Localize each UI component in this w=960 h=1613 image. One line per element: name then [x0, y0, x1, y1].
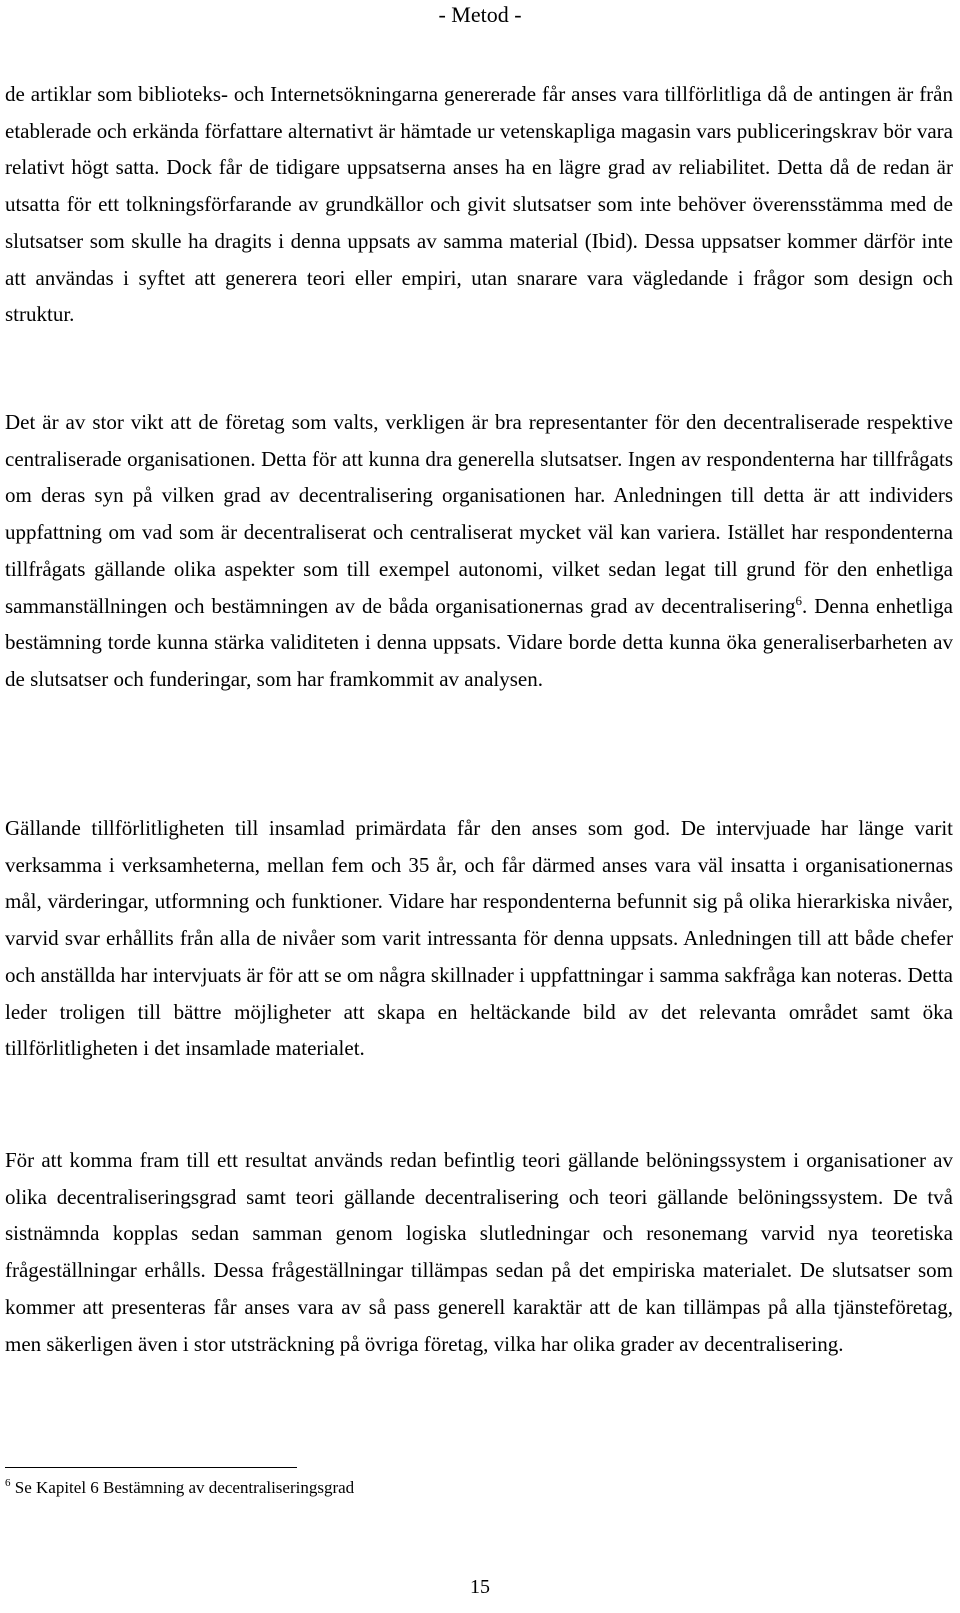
page-header: - Metod -: [438, 2, 522, 27]
paragraph-reliability-sources: de artiklar som biblioteks- och Internetsökningarna genererade får anses vara tillförlitliga då de antingen är från etablerade och erkända författare alternativt är hämtade ur vetenskapliga magasin vars publiceringskrav bör vara relativt högt satta. Dock får de tidigare uppsatserna anses ha en lägre grad av reliabilitet. Detta då de redan är utsatta för ett tolkningsförfarande av grundkällor och givit slutsatser som inte behöver överensstämma med de slutsatser som skulle ha dragits i denna uppsats av samma material (Ibid). Dessa uppsatser kommer därför inte att användas i syftet att generera teori eller empiri, utan snarare vara vägledande i frågor som design och struktur.: [5, 82, 953, 327]
paragraph-text: Det är av stor vikt att de företag som valts, verkligen är bra representanter för den decentraliserade respektive centraliserade organisationen. Detta för att kunna dra generella slutsatser. Ingen av respondenterna har tillfrågats om deras syn på vilken grad av decentralisering organisationen har. Anledningen till detta är att individers uppfattning om vad som är decentraliserat och centraliserat mycket väl kan variera. Istället har respondenterna tillfrågats gällande olika aspekter som till exempel autonomi, vilket sedan legat till grund för den enhetliga sammanställningen och bestämningen av de båda organisationernas grad av decentralisering: [5, 410, 953, 618]
paragraph-method-result: För att komma fram till ett resultat används redan befintlig teori gällande belöningssystem i organisationer av olika decentraliseringsgrad samt teori gällande decentralisering och teori gällande belöningssystem. De två sistnämnda kopplas sedan samman genom logiska slutledningar och resonemang varvid nya teoretiska frågeställningar erhålls. Dessa frågeställningar tillämpas sedan på det empiriska materialet. De slutsatser som kommer att presenteras får anses vara av så pass generell karaktär att de kan tillämpas på alla tjänsteföretag, men säkerligen även i stor utsträckning på övriga företag, vilka har olika grader av decentralisering.: [5, 1148, 953, 1356]
paragraph-company-selection: [5, 404, 953, 698]
paragraph-text: . Denna enhetliga bestämning torde kunna stärka validiteten i denna uppsats. Vidare borde detta kunna öka generaliserbarheten av de slutsatser och funderingar, som har framkommit av analysen.: [5, 593, 953, 691]
page-number: 15: [470, 1576, 490, 1598]
footnote: [5, 1476, 354, 1500]
footnote-number: 6: [5, 1477, 11, 1489]
footnote-reference[interactable]: 6: [795, 592, 802, 608]
footnote-divider: [5, 1467, 297, 1468]
paragraph-primary-data: Gällande tillförlitligheten till insamlad primärdata får den anses som god. De intervjuade har länge varit verksamma i verksamheterna, mellan fem och 35 år, och får därmed anses vara väl insatta i organisationernas mål, värderingar, utformning och funktioner. Vidare har respondenterna befunnit sig på olika hierarkiska nivåer, varvid svar erhållits från alla de nivåer som varit intressanta för denna uppsats. Anledningen till att både chefer och anställda har intervjuats är för att se om några skillnader i uppfattningar i samma sakfråga kan noteras. Detta leder troligen till bättre möjligheter att skapa en heltäckande bild av det relevanta området samt öka tillförlitligheten i det insamlade materialet.: [5, 816, 953, 1061]
footnote-text: Se Kapitel 6 Bestämning av decentraliseringsgrad: [10, 1478, 355, 1497]
